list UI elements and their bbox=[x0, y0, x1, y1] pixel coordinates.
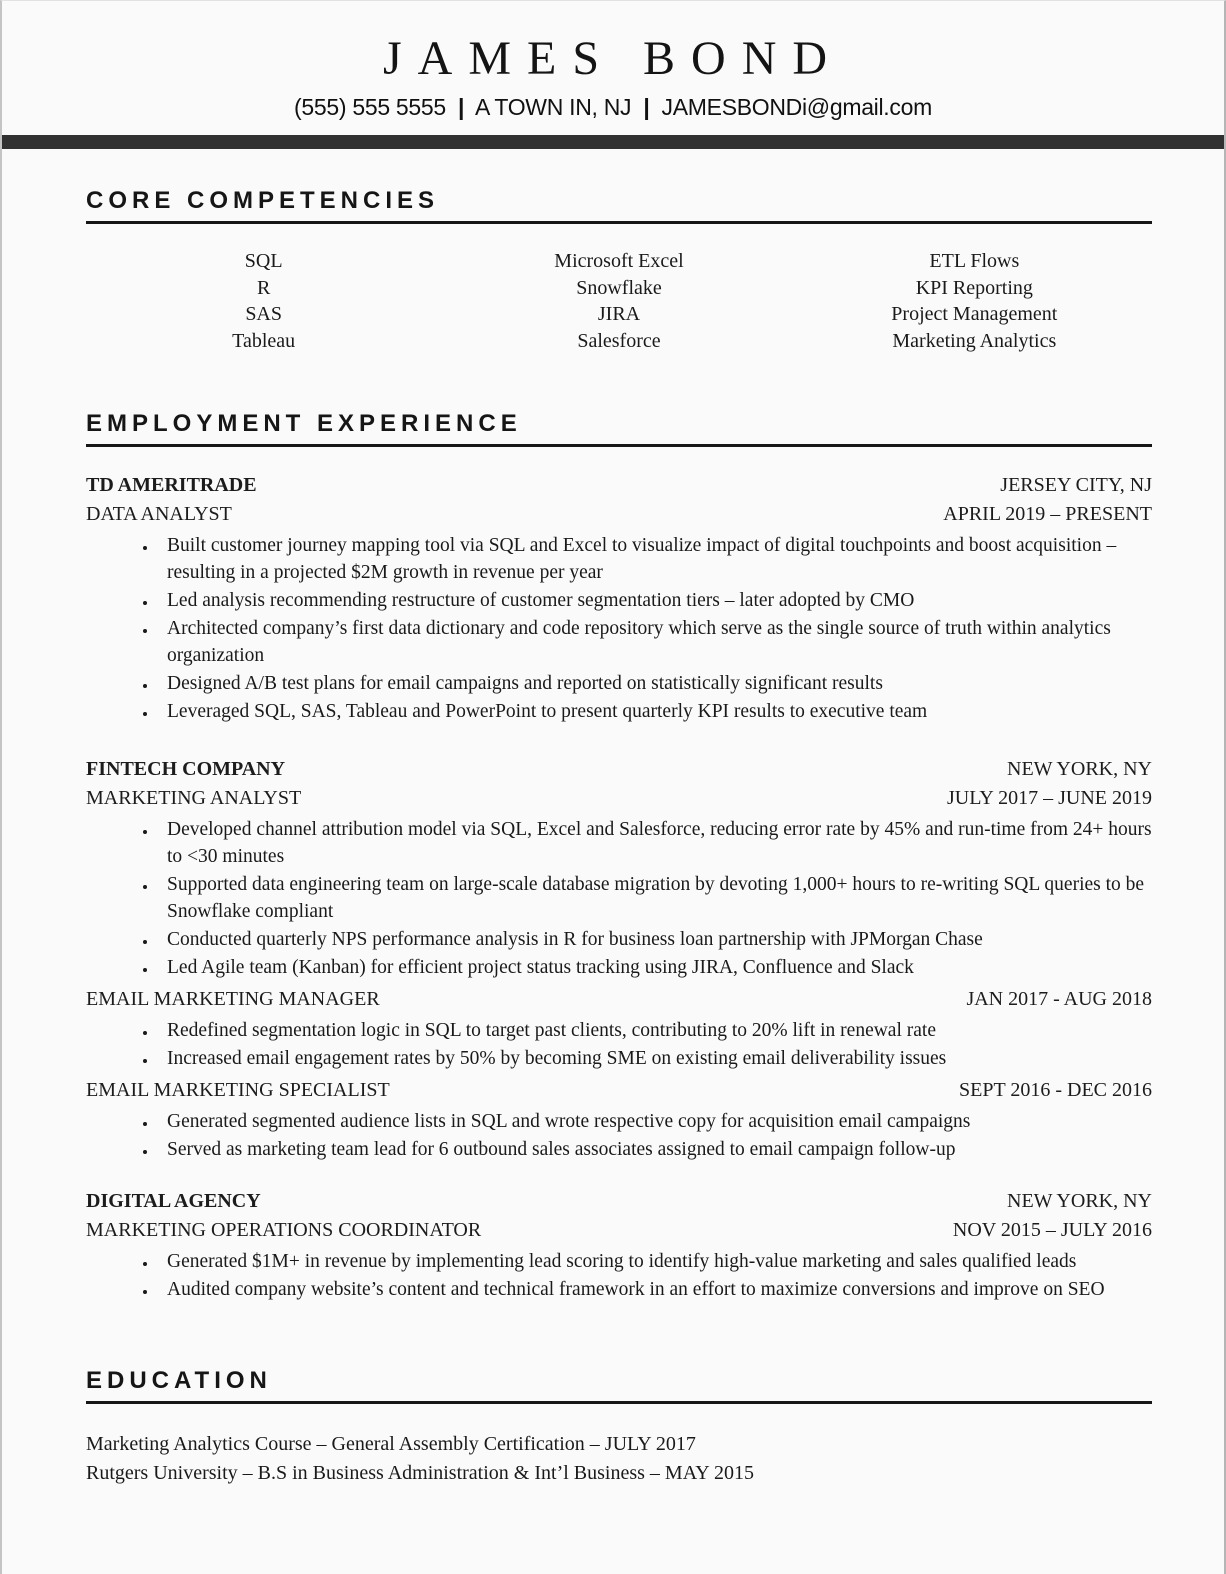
job-entry-fintech-company bbox=[86, 755, 1152, 1163]
role-dates: SEPT 2016 - DEC 2016 bbox=[959, 1079, 1152, 1101]
role-header bbox=[86, 500, 1152, 529]
bullet-item: • Redefined segmentation logic in SQL to target past clients, contributing to 20% lift in renewal rate bbox=[157, 1017, 1152, 1044]
bullet-list bbox=[86, 1108, 1152, 1163]
competency-item: Salesforce bbox=[577, 329, 661, 352]
bullet-item: • Led analysis recommending restructure of customer segmentation tiers – later adopted by CMO bbox=[157, 587, 1152, 614]
education-item: Marketing Analytics Course – General Assembly Certification – JULY 2017 bbox=[86, 1433, 696, 1455]
role-header bbox=[86, 1076, 1152, 1105]
bullet-item: • Leveraged SQL, SAS, Tableau and PowerPoint to present quarterly KPI results to executive team bbox=[157, 698, 1152, 725]
job-header bbox=[86, 755, 1152, 784]
bullet-item: • Built customer journey mapping tool via SQL and Excel to visualize impact of digital touchpoints and boost acquisition – resulting in a projected $2M growth in revenue per year bbox=[157, 532, 1152, 586]
role-title: MARKETING ANALYST bbox=[86, 787, 302, 809]
bullet-list bbox=[86, 532, 1152, 725]
role-header bbox=[86, 1216, 1152, 1245]
role-title: DATA ANALYST bbox=[86, 503, 232, 525]
bullet-item: • Supported data engineering team on large-scale database migration by devoting 1,000+ hours to re-writing SQL queries to be Snowflake compliant bbox=[157, 871, 1152, 925]
bullet-item: • Generated $1M+ in revenue by implementing lead scoring to identify high-value marketing and sales qualified leads bbox=[157, 1248, 1152, 1275]
education-list bbox=[86, 1430, 1152, 1487]
competency-item: R bbox=[256, 276, 271, 299]
bullet-item: • Led Agile team (Kanban) for efficient project status tracking using JIRA, Confluence and Slack bbox=[157, 954, 1152, 981]
role-title: MARKETING OPERATIONS COORDINATOR bbox=[86, 1219, 482, 1241]
section-title-employment-experience: EMPLOYMENT EXPERIENCE bbox=[86, 410, 1152, 447]
bullet-list bbox=[86, 1248, 1152, 1303]
resume-content bbox=[2, 187, 1224, 1527]
role-title: EMAIL MARKETING MANAGER bbox=[86, 988, 380, 1010]
company-name: TD AMERITRADE bbox=[86, 474, 257, 496]
competency-item: SQL bbox=[244, 250, 283, 272]
education-item: Rutgers University – B.S in Business Administration & Int’l Business – MAY 2015 bbox=[86, 1461, 754, 1484]
section-title-education: EDUCATION bbox=[86, 1367, 1152, 1404]
bullet-item: • Generated segmented audience lists in SQL and wrote respective copy for acquisition email campaigns bbox=[157, 1108, 1152, 1135]
bullet-item: • Developed channel attribution model via SQL, Excel and Salesforce, reducing error rate by 45% and run-time from 24+ hours to <30 minutes bbox=[157, 816, 1152, 870]
competency-item: Marketing Analytics bbox=[892, 329, 1057, 352]
divider-bar bbox=[2, 135, 1224, 149]
competency-column-1 bbox=[86, 248, 441, 354]
bullet-item: • Architected company’s first data dictionary and code repository which serve as the single source of truth within analytics organization bbox=[157, 615, 1152, 669]
job-location: NEW YORK, NY bbox=[1007, 1190, 1152, 1212]
competency-item: Project Management bbox=[891, 303, 1058, 325]
competency-item: Microsoft Excel bbox=[554, 250, 684, 272]
bullet-list bbox=[86, 816, 1152, 981]
bullet-item: • Served as marketing team lead for 6 outbound sales associates assigned to email campaign follow-up bbox=[157, 1136, 1152, 1163]
competency-column-2 bbox=[441, 248, 796, 354]
job-location: NEW YORK, NY bbox=[1007, 758, 1152, 780]
competency-item: SAS bbox=[245, 303, 283, 325]
role-dates: NOV 2015 – JULY 2016 bbox=[952, 1219, 1152, 1241]
role-header bbox=[86, 784, 1152, 813]
job-header bbox=[86, 1187, 1152, 1216]
competency-item: Snowflake bbox=[576, 276, 662, 299]
role-title: EMAIL MARKETING SPECIALIST bbox=[86, 1079, 390, 1101]
competency-item: JIRA bbox=[597, 303, 641, 325]
competencies-grid bbox=[86, 248, 1152, 354]
bullet-item: • Audited company website’s content and technical framework in an effort to maximize conversions and improve on SEO bbox=[157, 1276, 1152, 1303]
competency-item: Tableau bbox=[232, 329, 296, 352]
competency-item: KPI Reporting bbox=[915, 276, 1033, 299]
bullet-item: • Increased email engagement rates by 50% by becoming SME on existing email deliverability issues bbox=[157, 1045, 1152, 1072]
separator: | bbox=[643, 94, 650, 120]
page-title: JAMES BOND bbox=[382, 32, 844, 85]
role-header bbox=[86, 985, 1152, 1014]
job-entry-digital-agency bbox=[86, 1187, 1152, 1303]
role-dates: APRIL 2019 – PRESENT bbox=[943, 503, 1152, 525]
company-name: FINTECH COMPANY bbox=[86, 758, 286, 780]
competency-column-3 bbox=[797, 248, 1152, 354]
job-location: JERSEY CITY, NJ bbox=[1000, 474, 1152, 496]
bullet-item: • Conducted quarterly NPS performance analysis in R for business loan partnership with JPMorgan Chase bbox=[157, 926, 1152, 953]
company-name: DIGITAL AGENCY bbox=[86, 1190, 261, 1212]
job-header bbox=[86, 471, 1152, 500]
role-dates: JAN 2017 - AUG 2018 bbox=[966, 988, 1152, 1010]
contact-line bbox=[2, 94, 1224, 121]
competency-item: ETL Flows bbox=[929, 250, 1020, 272]
section-title-core-competencies: CORE COMPETENCIES bbox=[86, 187, 1152, 224]
bullet-item: • Designed A/B test plans for email campaigns and reported on statistically significant results bbox=[157, 670, 1152, 697]
job-entry-td-ameritrade bbox=[86, 471, 1152, 725]
location-text: A TOWN IN, NJ bbox=[474, 94, 632, 120]
role-dates: JULY 2017 – JUNE 2019 bbox=[946, 787, 1152, 809]
bullet-list bbox=[86, 1017, 1152, 1072]
separator: | bbox=[457, 94, 465, 120]
email-text: JAMESBONDi@gmail.com bbox=[661, 94, 932, 120]
phone: (555) 555 5555 bbox=[294, 94, 446, 120]
